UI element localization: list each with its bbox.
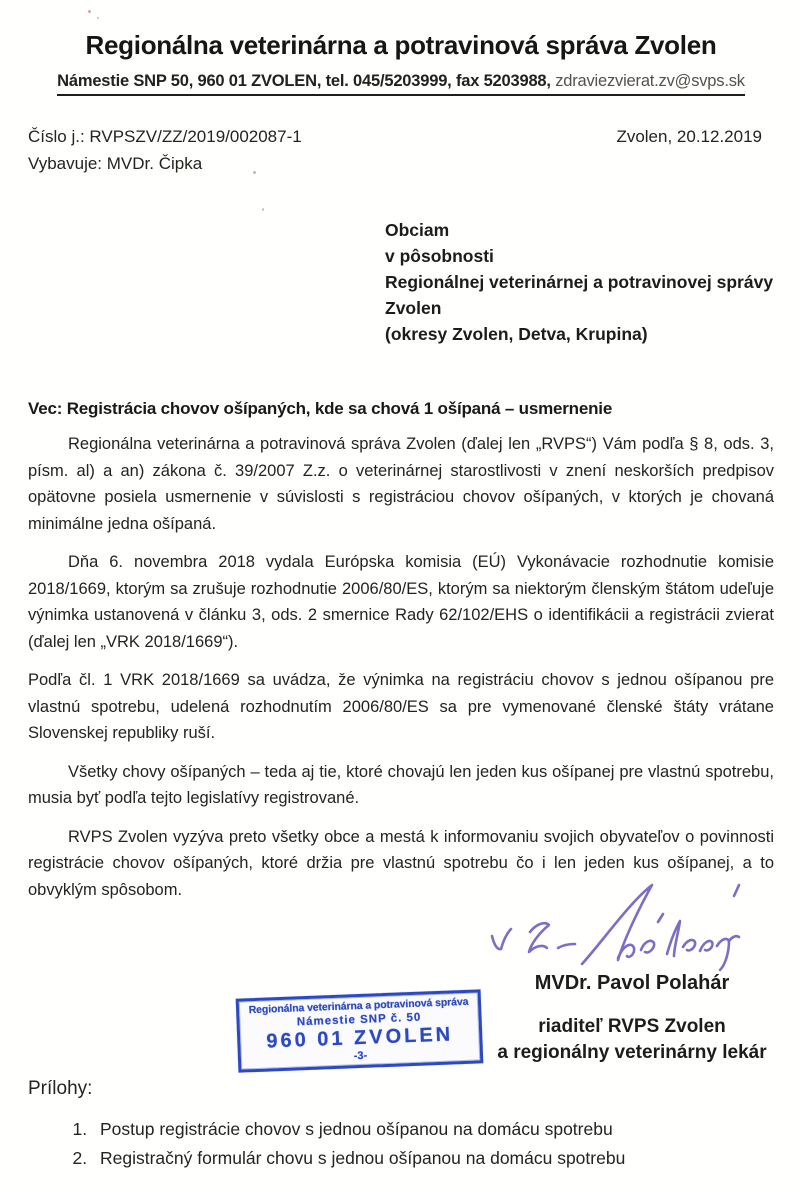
recipient-line: Obciam — [385, 220, 450, 240]
place-and-date: Zvolen, 20.12.2019 — [616, 127, 762, 146]
recipient-block — [385, 217, 774, 347]
recipient-line: v pôsobnosti — [385, 246, 494, 266]
handwritten-signature — [478, 880, 746, 972]
subject-line: Vec: Registrácia chovov ošípaných, kde sa chová 1 ošípaná – usmernenie — [28, 399, 613, 418]
letterhead-address-row — [28, 72, 774, 96]
letterhead-address — [57, 72, 745, 96]
body-paragraph: Dňa 6. novembra 2018 vydala Európska komisia (EÚ) Vykonávacie rozhodnutie komisie 2018/1669, ktorým sa zrušuje rozhodnutie 2006/80/ES, ktorým sa niektorým členským štátom udeľuje výnimka ustanovená v článku 3, ods. 2 smernice Rady 62/102/EHS o identifikácii a registrácii zvierat (ďalej len „VRK 2018/1669“). — [28, 553, 774, 651]
body-paragraph: Podľa čl. 1 VRK 2018/1669 sa uvádza, že výnimka na registráciu chovov s jednou ošípanou pre vlastnú spotrebu, udelená rozhodnutím 2006/80/ES sa pre vymenované členské štáty vrátane Slovenskej republiky ruší. — [28, 671, 774, 742]
scan-speck — [97, 17, 99, 19]
signer-block — [470, 972, 794, 1064]
letter-body — [28, 431, 774, 903]
letterhead-address-text: Námestie SNP 50, 960 01 ZVOLEN, tel. 045/5203999, fax 5203988, — [57, 72, 556, 90]
signer-role: a regionálny veterinárny lekár — [497, 1042, 767, 1063]
office-stamp — [236, 989, 484, 1072]
recipient-line: Regionálnej veterinárnej a potravinovej správy — [385, 272, 774, 292]
stamp-org-name: Regionálna veterinárna a potravinová správa — [248, 995, 469, 1017]
attachments-label: Prílohy: — [28, 1078, 93, 1099]
scan-speck — [253, 171, 256, 174]
recipient-line: Zvolen — [385, 298, 442, 318]
handler-line: Vybavuje: MVDr. Čipka — [28, 154, 203, 173]
body-paragraph: RVPS Zvolen vyzýva preto všetky obce a mestá k informovaniu svojich obyvateľov o povinnosti registrácie chovov ošípaných, ktoré držia pre vlastnú spotrebu čo i len jeden kus ošípanej, a to obvyklým spôsobom. — [28, 827, 774, 899]
meta-row — [28, 127, 774, 147]
stamp-city: 960 01 ZVOLEN — [265, 1023, 454, 1053]
body-paragraph: Regionálna veterinárna a potravinová správa Zvolen (ďalej len „RVPS“) Vám podľa § 8, ods. 3, písm. al) a an) zákona č. 39/2007 Z.z. o veterinárnej starostlivosti v znení neskorších predpisov opätovne posiela usmernenie v súvislosti s registráciou chovov ošípaných, v ktorých je chovaná minimálne jedna ošípaná. — [28, 435, 774, 533]
letterhead-email: zdraviezvierat.zv@svps.sk — [555, 72, 745, 90]
attachments-section — [28, 1078, 768, 1173]
letterhead-title: Regionálna veterinárna a potravinová správa Zvolen — [85, 30, 717, 60]
attachment-item: 2. Registračný formulár chovu s jednou ošípanou na domácu spotrebu — [92, 1144, 768, 1173]
signer-name: MVDr. Pavol Polahár — [534, 972, 730, 994]
scan-speck — [262, 208, 264, 211]
attachments-list — [92, 1115, 768, 1173]
signer-role: riaditeľ RVPS Zvolen — [538, 1016, 726, 1037]
stamp-address: Námestie SNP č. 50 — [296, 1011, 422, 1029]
recipient-line: (okresy Zvolen, Detva, Krupina) — [385, 324, 648, 344]
scan-speck — [88, 10, 91, 13]
stamp-number: -3- — [353, 1049, 368, 1063]
body-paragraph: Všetky chovy ošípaných – teda aj tie, ktoré chovajú len jeden kus ošípanej pre vlastnú spotrebu, musia byť podľa tejto legislatívy registrované. — [28, 762, 774, 807]
reference-number: Číslo j.: RVPSZV/ZZ/2019/002087-1 — [28, 127, 302, 146]
attachment-item: 1. Postup registrácie chovov s jednou ošípanou na domácu spotrebu — [92, 1115, 768, 1144]
